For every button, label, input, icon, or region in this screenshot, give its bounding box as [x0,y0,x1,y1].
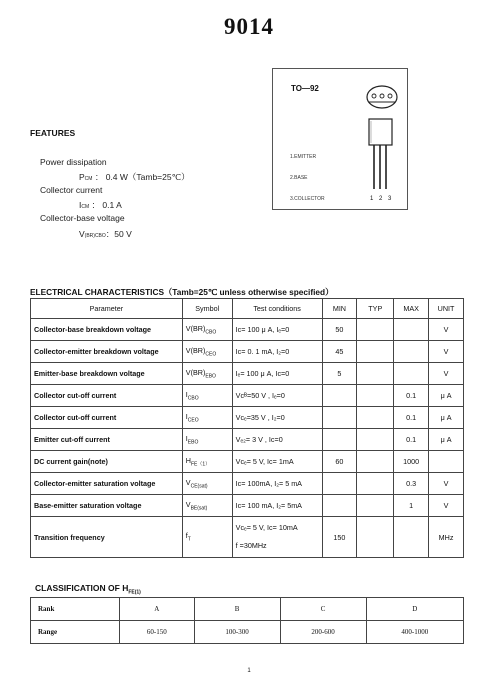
typ-cell [357,407,394,429]
unit-cell: V [429,473,464,495]
max-cell: 0.1 [394,385,429,407]
table-row [31,319,464,341]
unit-cell: V [429,495,464,517]
rank-cell: D [366,598,463,621]
typ-cell [357,429,394,451]
to92-package-drawing [273,69,407,209]
symbol-cell: $V(BR)_{CBO}$ [182,319,232,341]
min-cell [322,429,357,451]
symbol-cell: $I_{CEO}$ [182,407,232,429]
header-cell: Parameter [31,299,183,319]
max-cell: 1 [394,495,429,517]
min-cell: 45 [322,341,357,363]
symbol-cell: $H_{FE(1)}$ [182,451,232,473]
table-row [31,451,464,473]
condition-cell: Iₑ= 100 μ A, Iᴄ=0 [232,363,322,385]
rank-label: Rank [31,598,120,621]
table-row [31,407,464,429]
condition-cell: Iᴄ= 100 mA, I₂= 5mA [232,495,322,517]
parameter-cell: Collector-base breakdown voltage [31,319,183,341]
typ-cell [357,341,394,363]
max-cell [394,341,429,363]
pcm-line: PCM ： 0.4 W（Tamb=25℃） [79,172,190,182]
min-cell: 150 [322,517,357,558]
table-row [31,429,464,451]
rank-cell: C [280,598,366,621]
parameter-cell: Collector-emitter breakdown voltage [31,341,183,363]
symbol-cell: $V_{CE(sat)}$ [182,473,232,495]
typ-cell [357,517,394,558]
min-cell: 50 [322,319,357,341]
range-label: Range [31,621,120,644]
condition-cell: Vₑ₂= 3 V , Iᴄ=0 [232,429,322,451]
parameter-cell: Collector cut-off current [31,385,183,407]
parameter-cell: Emitter cut-off current [31,429,183,451]
unit-cell: V [429,363,464,385]
parameter-cell: Collector cut-off current [31,407,183,429]
rank-cell: A [120,598,195,621]
unit-cell: MHz [429,517,464,558]
page-title: 9014 [224,14,274,39]
min-cell: 5 [322,363,357,385]
max-cell: 0.3 [394,473,429,495]
typ-cell [357,451,394,473]
condition-cell: Ic= 100 μ A, Iₑ=0 [232,319,322,341]
table-row [31,363,464,385]
table-header-row [31,299,464,319]
parameter-cell: Transition frequency [31,517,183,558]
table-row [31,385,464,407]
table-row [31,341,464,363]
parameter-cell: DC current gain(note) [31,451,183,473]
parameter-cell: Emitter-base breakdown voltage [31,363,183,385]
header-cell: MAX [394,299,429,319]
typ-cell [357,495,394,517]
range-cell: 200-600 [280,621,366,644]
max-cell [394,517,429,558]
symbol-cell: $V(BR)_{EBO}$ [182,363,232,385]
max-cell: 0.1 [394,429,429,451]
unit-cell: V [429,341,464,363]
pin-2-label: 2.BASE [290,175,308,181]
min-cell [322,385,357,407]
rank-row [31,598,464,621]
header-cell: Test conditions [232,299,322,319]
symbol-cell: $V_{BE(sat)}$ [182,495,232,517]
range-cell: 400-1000 [366,621,463,644]
vcbo-line: V(BR)CBO：50 V [79,229,132,239]
condition-cell: Vᴄₑ= 5 V, Iᴄ= 1mA [232,451,322,473]
typ-cell [357,385,394,407]
condition-cell: Vᴄᴮ=50 V , Iₑ=0 [232,385,322,407]
table-row [31,495,464,517]
unit-cell: μ A [429,429,464,451]
header-cell: MIN [322,299,357,319]
unit-cell: μ A [429,385,464,407]
typ-cell [357,473,394,495]
pin-numbers: 1 2 3 [370,196,394,202]
classification-table [30,597,464,644]
package-outline-box [272,68,408,210]
min-cell: 60 [322,451,357,473]
parameter-cell: Collector-emitter saturation voltage [31,473,183,495]
min-cell [322,473,357,495]
condition-cell: Ic= 0. 1 mA, I₂=0 [232,341,322,363]
range-cell: 100-300 [194,621,280,644]
page-number: 1 [247,668,251,674]
collector-current-label: Collector current [40,185,103,195]
min-cell [322,407,357,429]
condition-cell: Vᴄₑ=35 V , I₂=0 [232,407,322,429]
classification-heading: CLASSIFICATION OF $H_{FE(1)}$ [35,583,141,596]
condition-cell: Iᴄ= 100mA, I₂= 5 mA [232,473,322,495]
header-cell: UNIT [429,299,464,319]
pin-3-label: 3.COLLECTOR [290,196,325,202]
range-row [31,621,464,644]
symbol-cell: $I_{EBO}$ [182,429,232,451]
unit-cell: V [429,319,464,341]
rank-cell: B [194,598,280,621]
table-row [31,473,464,495]
unit-cell [429,451,464,473]
max-cell [394,319,429,341]
power-dissipation-label: Power dissipation [40,157,107,167]
electrical-heading: ELECTRICAL CHARACTERISTICS（Tamb=25℃ unless otherwise specified） [30,287,334,297]
icm-line: ICM ： 0.1 A [79,200,122,210]
table-row [31,517,464,558]
max-cell [394,363,429,385]
symbol-cell: $f_T$ [182,517,232,558]
typ-cell [357,363,394,385]
range-cell: 60-150 [120,621,195,644]
condition-cell: Vᴄₑ= 5 V, Iᴄ= 10mA f =30MHz [232,517,322,558]
package-name: TO—92 [291,84,319,93]
max-cell: 0.1 [394,407,429,429]
typ-cell [357,319,394,341]
features-heading: FEATURES [30,128,76,138]
header-cell: TYP [357,299,394,319]
pin-1-label: 1.EMITTER [290,154,317,160]
unit-cell: μ A [429,407,464,429]
symbol-cell: $V(BR)_{CEO}$ [182,341,232,363]
header-cell: Symbol [182,299,232,319]
symbol-cell: $I_{CBO}$ [182,385,232,407]
collector-base-voltage-label: Collector-base voltage [40,213,125,223]
max-cell: 1000 [394,451,429,473]
parameter-cell: Base-emitter saturation voltage [31,495,183,517]
electrical-characteristics-table [30,298,464,558]
min-cell [322,495,357,517]
